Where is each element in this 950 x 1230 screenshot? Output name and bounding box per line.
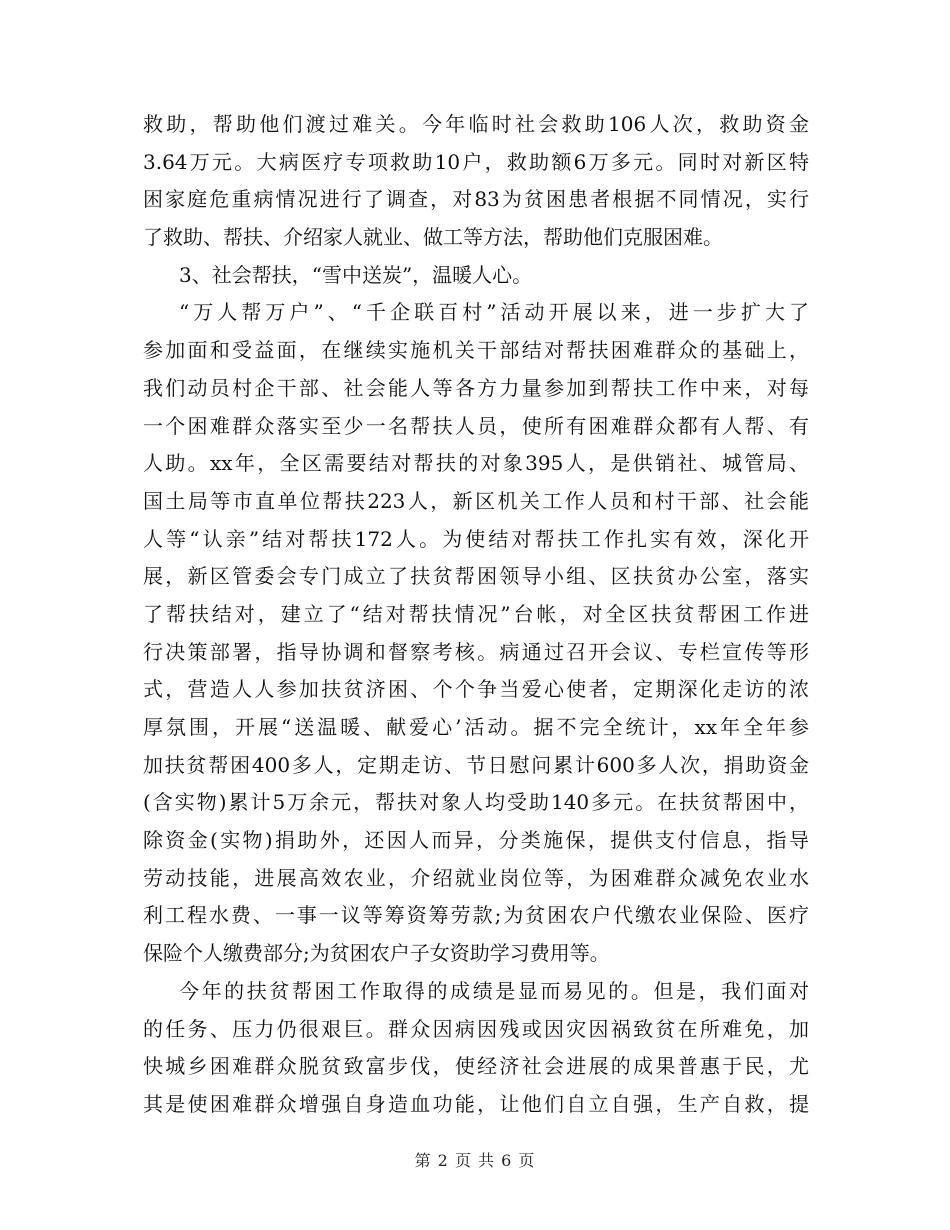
text-line: 了救助、帮扶、介绍家人就业、做工等方法，帮助他们克服困难。 xyxy=(143,225,723,250)
text-line: 人等“认亲”结对帮扶172人。为使结对帮扶工作扎实有效，深化开 xyxy=(143,526,809,551)
text-line: 加扶贫帮困400多人，定期走访、节日慰问累计600多人次，捐助资金 xyxy=(143,752,809,777)
text-line: 保险个人缴费部分;为贫困农户子女资助学习费用等。 xyxy=(143,941,610,966)
text-line: 我们动员村企干部、社会能人等各方力量参加到帮扶工作中来，对每 xyxy=(143,375,809,400)
text-line: 救助，帮助他们渡过难关。今年临时社会救助106人次，救助资金 xyxy=(143,112,809,136)
text-line: 行决策部署，指导协调和督察考核。病通过召开会议、专栏宣传等形 xyxy=(143,639,809,664)
text-line: 今年的扶贫帮困工作取得的成绩是显而易见的。但是，我们面对 xyxy=(179,978,809,1003)
text-line: 式，营造人人参加扶贫济困、个个争当爱心使者，定期深化走访的浓 xyxy=(143,677,809,702)
text-line: 参加面和受益面，在继续实施机关干部结对帮扶困难群众的基础上， xyxy=(143,338,809,363)
text-line: 人助。xx年，全区需要结对帮扶的对象395人，是供销社、城管局、 xyxy=(143,451,809,476)
text-line: 快城乡困难群众脱贫致富步伐，使经济社会进展的成果普惠于民，尤 xyxy=(143,1054,809,1079)
text-line: 3.64万元。大病医疗专项救助10户，救助额6万多元。同时对新区特 xyxy=(143,149,809,174)
text-line: 其是使困难群众增强自身造血功能，让他们自立自强，生产自救，提 xyxy=(143,1091,809,1116)
text-line: 利工程水费、一事一议等筹资筹劳款;为贫困农户代缴农业保险、医疗 xyxy=(143,903,809,928)
text-line: 国土局等市直单位帮扶223人，新区机关工作人员和村干部、社会能 xyxy=(143,488,809,513)
text-line: 劳动技能，进展高效农业，介绍就业岗位等，为困难群众减免农业水 xyxy=(143,865,809,890)
text-line: 厚氛围，开展“送温暖、献爱心’活动。据不完全统计，xx年全年参 xyxy=(143,715,809,739)
text-line: (含实物)累计5万余元，帮扶对象人均受助140多元。在扶贫帮困中， xyxy=(143,790,809,815)
page-footer: 第 2 页 共 6 页 xyxy=(414,1151,536,1170)
text-line: 除资金(实物)捐助外，还因人而异，分类施保，提供支付信息，指导 xyxy=(143,828,809,853)
document-body xyxy=(143,106,809,1124)
text-line: “万人帮万户”、“千企联百村”活动开展以来，进一步扩大了 xyxy=(179,300,809,325)
text-line: 的任务、压力仍很艰巨。群众因病因残或因灾因祸致贫在所难免，加 xyxy=(143,1016,809,1041)
text-line: 了帮扶结对，建立了“结对帮扶情况”台帐，对全区扶贫帮困工作进 xyxy=(143,601,809,626)
text-line: 展，新区管委会专门成立了扶贫帮困领导小组、区扶贫办公室，落实 xyxy=(143,564,809,589)
text-line: 一个困难群众落实至少一名帮扶人员，使所有困难群众都有人帮、有 xyxy=(143,413,809,438)
text-line: 困家庭危重病情况进行了调查，对83为贫困患者根据不同情况，实行 xyxy=(143,187,809,212)
text-line: 3、社会帮扶，“雪中送炭”，温暖人心。 xyxy=(179,262,533,287)
